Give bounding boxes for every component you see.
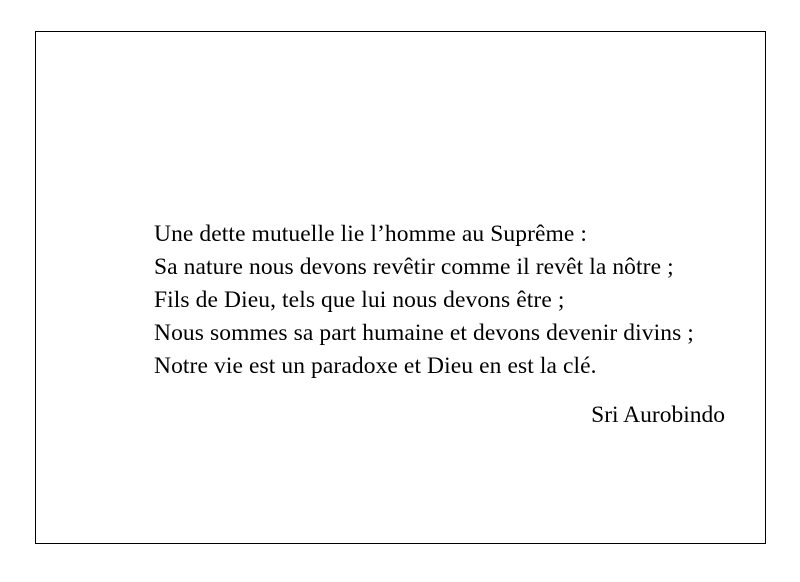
poem-attribution: Sri Aurobindo: [591, 402, 725, 428]
poem-line: Fils de Dieu, tels que lui nous devons être ;: [154, 287, 565, 313]
poem-line: Sa nature nous devons revêtir comme il revêt la nôtre ;: [154, 254, 674, 280]
poem-line: Notre vie est un paradoxe et Dieu en est la clé.: [154, 353, 597, 379]
poem-text-block: [154, 218, 734, 432]
poem-line: Une dette mutuelle lie l’homme au Suprême :: [154, 221, 588, 247]
poem-line: Nous sommes sa part humaine et devons devenir divins ;: [154, 320, 694, 346]
poem-card-frame: [35, 31, 766, 544]
